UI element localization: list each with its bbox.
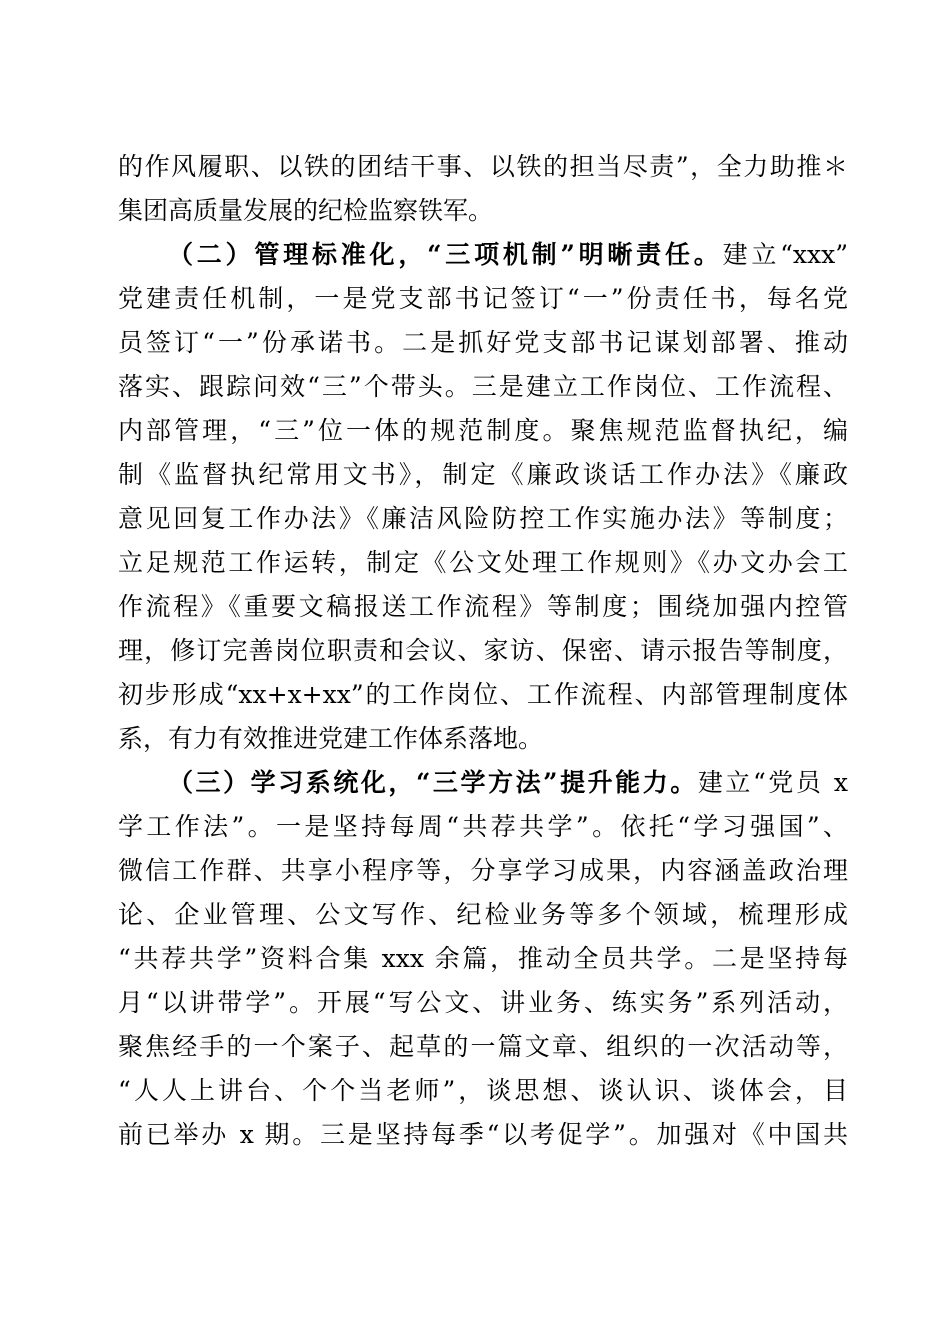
body-text-line: 学工作法”。一是坚持每周“共荐共学”。依托“学习强国”、 <box>118 812 848 841</box>
body-text-line: 意见回复工作办法》《廉洁风险防控工作实施办法》等制度； <box>118 504 848 533</box>
body-text-line: 立足规范工作运转，制定《公文处理工作规则》《办文办会工 <box>118 548 848 577</box>
body-text-line: 内部管理，“三”位一体的规范制度。聚焦规范监督执纪，编 <box>118 416 848 445</box>
body-text-line: 聚焦经手的一个案子、起草的一篇文章、组织的一次活动等， <box>118 1032 848 1061</box>
body-text-line: 初步形成“xx+x+xx”的工作岗位、工作流程、内部管理制度体 <box>118 680 848 709</box>
body-text-line: 微信工作群、共享小程序等，分享学习成果，内容涵盖政治理 <box>118 856 848 885</box>
body-text-line: 前已举办 x 期。三是坚持每季“以考促学”。加强对《中国共 <box>118 1120 848 1149</box>
body-text-line: 论、企业管理、公文写作、纪检业务等多个领域，梳理形成 <box>118 900 848 929</box>
body-text-line: 制《监督执纪常用文书》，制定《廉政谈话工作办法》《廉政 <box>118 460 848 489</box>
body-text: 建立“党员 x <box>697 768 848 797</box>
body-text-line: 员签订“一”份承诺书。二是抓好党支部书记谋划部署、推动 <box>118 328 848 357</box>
body-text-line: “人人上讲台、个个当老师”，谈思想、谈认识、谈体会，目 <box>118 1076 848 1105</box>
body-text-line: 理，修订完善岗位职责和会议、家访、保密、请示报告等制度， <box>118 636 848 665</box>
body-text-line: 集团高质量发展的纪检监察铁军。 <box>118 196 494 225</box>
body-text-line: 月“以讲带学”。开展“写公文、讲业务、练实务”系列活动， <box>118 988 848 1017</box>
body-text-line: 的作风履职、以铁的团结干事、以铁的担当尽责”，全力助推＊ <box>118 152 848 181</box>
body-text: 建立“xxx” <box>722 240 849 269</box>
body-text-line: “共荐共学”资料合集 xxx 余篇，推动全员共学。二是坚持每 <box>118 944 848 973</box>
body-text-line: 系，有力有效推进党建工作体系落地。 <box>118 724 544 753</box>
section-2-first-line <box>168 233 848 277</box>
section-3-first-line <box>168 761 848 805</box>
body-text-line: 落实、跟踪问效“三”个带头。三是建立工作岗位、工作流程、 <box>118 372 848 401</box>
section-2-heading: （二）管理标准化，“三项机制”明晰责任。 <box>168 240 723 269</box>
body-text-line: 作流程》《重要文稿报送工作流程》等制度；围绕加强内控管 <box>118 592 848 621</box>
body-text-line: 党建责任机制，一是党支部书记签订“一”份责任书，每名党 <box>118 284 848 313</box>
section-3-heading: （三）学习系统化，“三学方法”提升能力。 <box>168 768 698 797</box>
